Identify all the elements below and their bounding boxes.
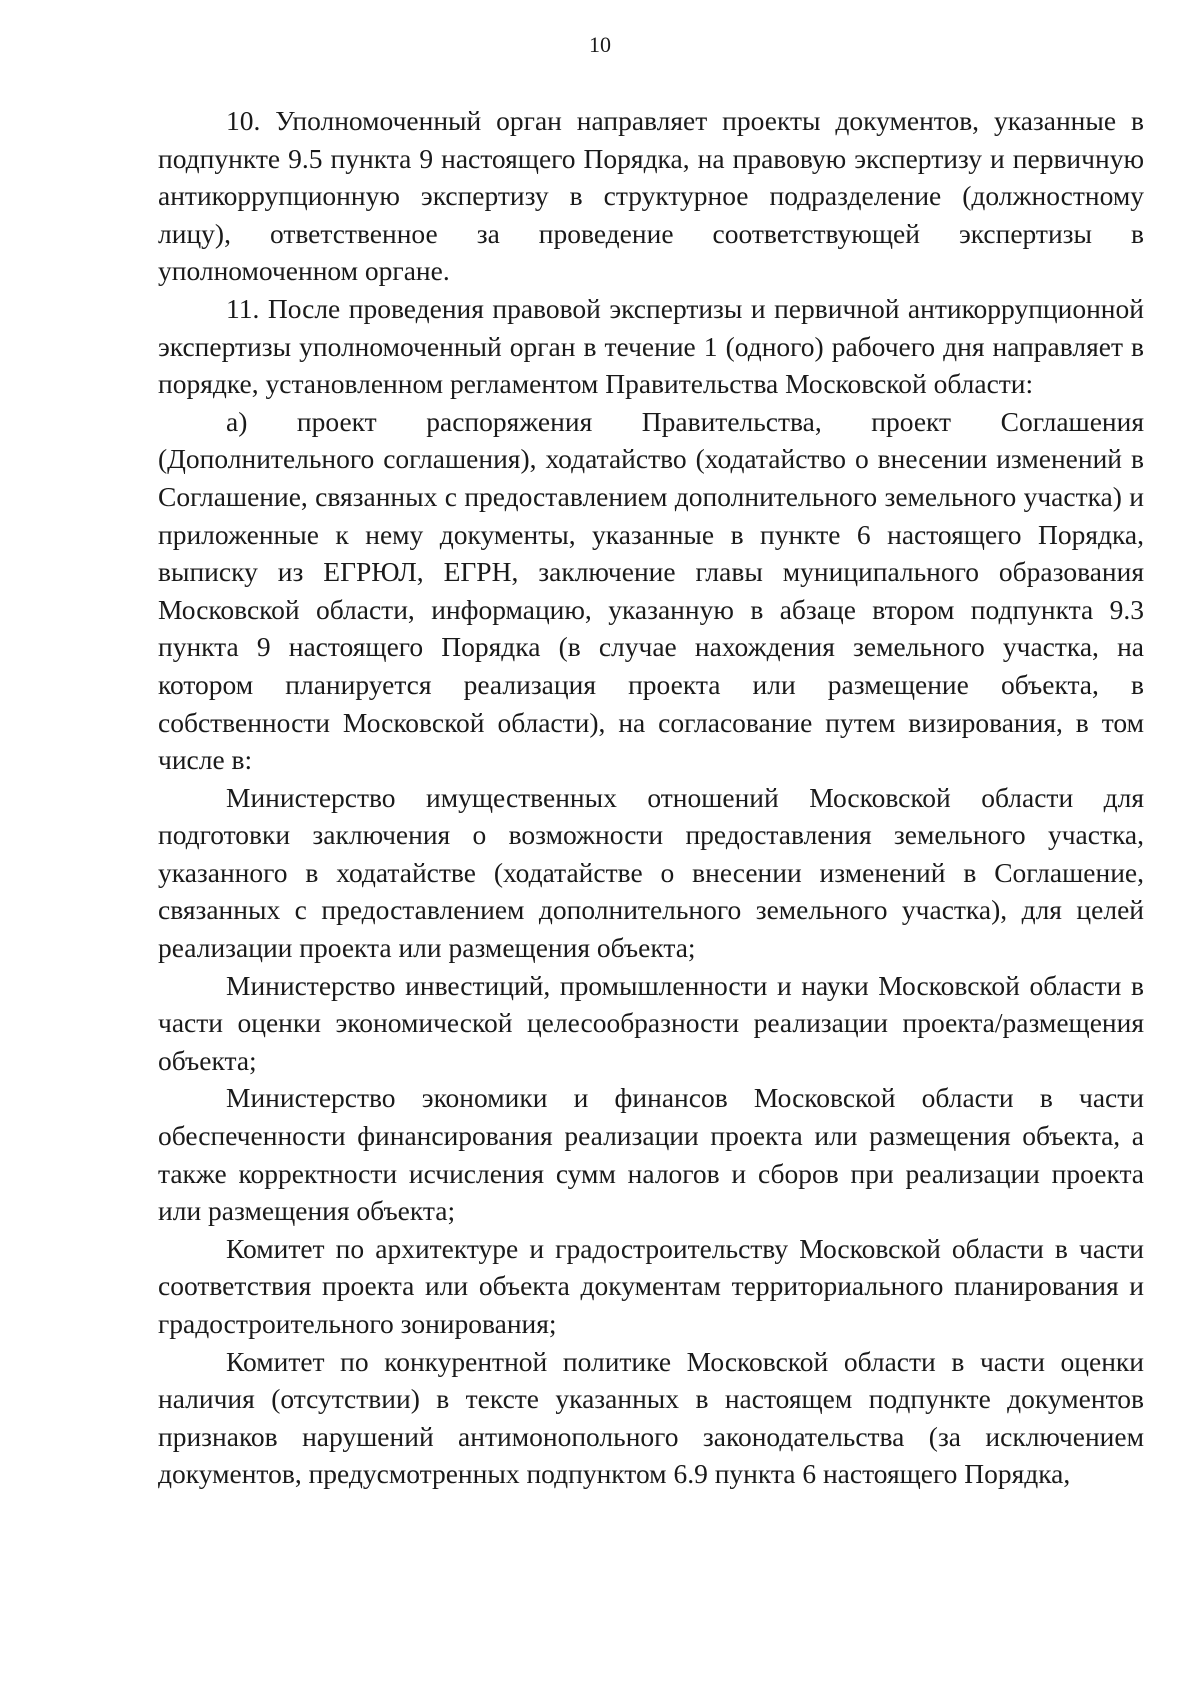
committee-architecture-item: Комитет по архитектуре и градостроительству Московской области в части соответствия проекта или объекта документам территориального планирования и градостроительного зонирования; — [158, 1232, 1144, 1339]
paragraph-10: 10. Уполномоченный орган направляет проекты документов, указанные в подпункте 9.5 пункта 9 настоящего Порядка, на правовую экспертизу и первичную антикоррупционную экспертизу в структурное подразделение (должностному лицу), ответственное за проведение соответствующей экспертизы в уполномоченном органе. — [158, 105, 1144, 287]
subparagraph-a: а) проект распоряжения Правительства, проект Соглашения (Дополнительного соглашения), ходатайство (ходатайство о внесении изменений в Соглашение, связанных с предоставлением дополнительного земельного участка) и приложенные к нему документы, указанные в пункте 6 настоящего Порядка, выписку из ЕГРЮЛ, ЕГРН, заключение главы муниципального образования Московской области, информацию, указанную в абзаце втором подпункта 9.3 пункта 9 настоящего Порядка (в случае нахождения земельного участка, на котором планируется реализация проекта или размещение объекта, в собственности Московской области), на согласование путем визирования, в том числе в: — [158, 405, 1144, 776]
ministry-investment-item: Министерство инвестиций, промышленности и науки Московской области в части оценки экономической целесообразности реализации проекта/размещения объекта; — [158, 969, 1144, 1076]
committee-competition-item: Комитет по конкурентной политике Московской области в части оценки наличия (отсутствии) в тексте указанных в настоящем подпункте документов признаков нарушений антимонопольного законодательства (за исключением документов, предусмотренных подпунктом 6.9 пункта 6 настоящего Порядка, — [158, 1345, 1144, 1490]
page-number: 10 — [589, 32, 611, 57]
ministry-property-item: Министерство имущественных отношений Московской области для подготовки заключения о возможности предоставления земельного участка, указанного в ходатайстве (ходатайстве о внесении изменений в Соглашение, связанных с предоставлением дополнительного земельного участка), для целей реализации проекта или размещения объекта; — [158, 781, 1144, 964]
ministry-economy-item: Министерство экономики и финансов Московской области в части обеспеченности финансирования реализации проекта или размещения объекта, а также корректности исчисления сумм налогов и сборов при реализации проекта или размещения объекта; — [158, 1082, 1144, 1227]
paragraph-11: 11. После проведения правовой экспертизы и первичной антикоррупционной экспертизы уполномоченный орган в течение 1 (одного) рабочего дня направляет в порядке, установленном регламентом Правительства Московской области: — [158, 292, 1144, 400]
document-body — [158, 102, 1144, 1493]
